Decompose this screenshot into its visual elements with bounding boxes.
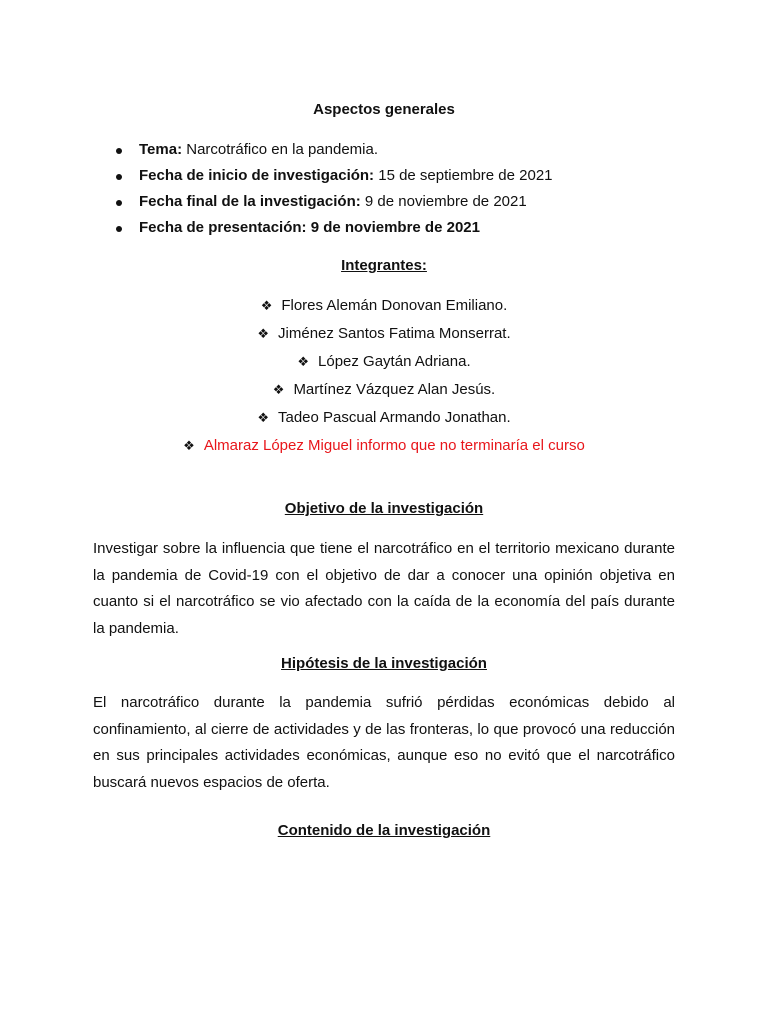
item-value: Narcotráfico en la pandemia. (182, 141, 379, 158)
diamond-bullet-icon: ❖ (297, 354, 310, 369)
bullet-icon (116, 148, 122, 154)
list-item (112, 218, 553, 244)
bullet-icon (116, 174, 122, 180)
member-name: Martínez Vázquez Alan Jesús. (293, 381, 496, 398)
member-item (0, 296, 768, 324)
item-value: 9 de noviembre de 2021 (360, 193, 527, 210)
list-item (112, 166, 553, 192)
general-info-list (112, 140, 553, 244)
member-name: Tadeo Pascual Armando Jonathan. (277, 409, 511, 426)
diamond-bullet-icon: ❖ (272, 382, 285, 397)
member-name: Flores Alemán Donovan Emiliano. (281, 297, 508, 314)
member-item-note (0, 436, 768, 464)
section-title-objetivo: Objetivo de la investigación (284, 500, 484, 517)
section-title-contenido: Contenido de la investigación (277, 822, 491, 839)
member-item (0, 408, 768, 436)
bullet-icon (116, 226, 122, 232)
diamond-bullet-icon: ❖ (260, 298, 273, 313)
member-note: Almaraz López Miguel informo que no terminaría el curso (203, 437, 585, 454)
section-title-integrantes: Integrantes: (341, 257, 427, 274)
item-label: Fecha de presentación: 9 de noviembre de 2021 (139, 219, 480, 236)
member-name: Jiménez Santos Fatima Monserrat. (278, 325, 511, 342)
member-item (0, 380, 768, 408)
item-label: Fecha de inicio de investigación: (139, 167, 375, 184)
list-item (112, 192, 553, 218)
section-title-aspectos: Aspectos generales (313, 101, 455, 118)
member-name: López Gaytán Adriana. (318, 353, 471, 370)
item-value: 15 de septiembre de 2021 (374, 167, 553, 184)
diamond-bullet-icon: ❖ (183, 438, 195, 453)
diamond-bullet-icon: ❖ (257, 410, 269, 425)
section-title-hipotesis: Hipótesis de la investigación (281, 655, 487, 672)
member-item (0, 352, 768, 380)
member-item (0, 324, 768, 352)
list-item (112, 140, 553, 166)
item-label: Fecha final de la investigación: (139, 193, 361, 210)
bullet-icon (116, 200, 122, 206)
hipotesis-paragraph: El narcotráfico durante la pandemia sufrió pérdidas económicas debido al confinamiento, al cierre de actividades y de las fronteras, lo que provocó una reducción en sus principales actividades económicas, aunque eso no evitó que el narcotráfico buscará nuevos espacios de oferta. (93, 694, 675, 791)
objetivo-paragraph: Investigar sobre la influencia que tiene el narcotráfico en el territorio mexicano durante la pandemia de Covid-19 con el objetivo de dar a conocer una opinión objetiva en cuanto si el narcotráfico se vio afectado con la caída de la economía del país durante la pandemia. (93, 540, 675, 637)
diamond-bullet-icon: ❖ (257, 326, 270, 341)
item-label: Tema: (139, 141, 183, 158)
members-list (0, 296, 768, 464)
